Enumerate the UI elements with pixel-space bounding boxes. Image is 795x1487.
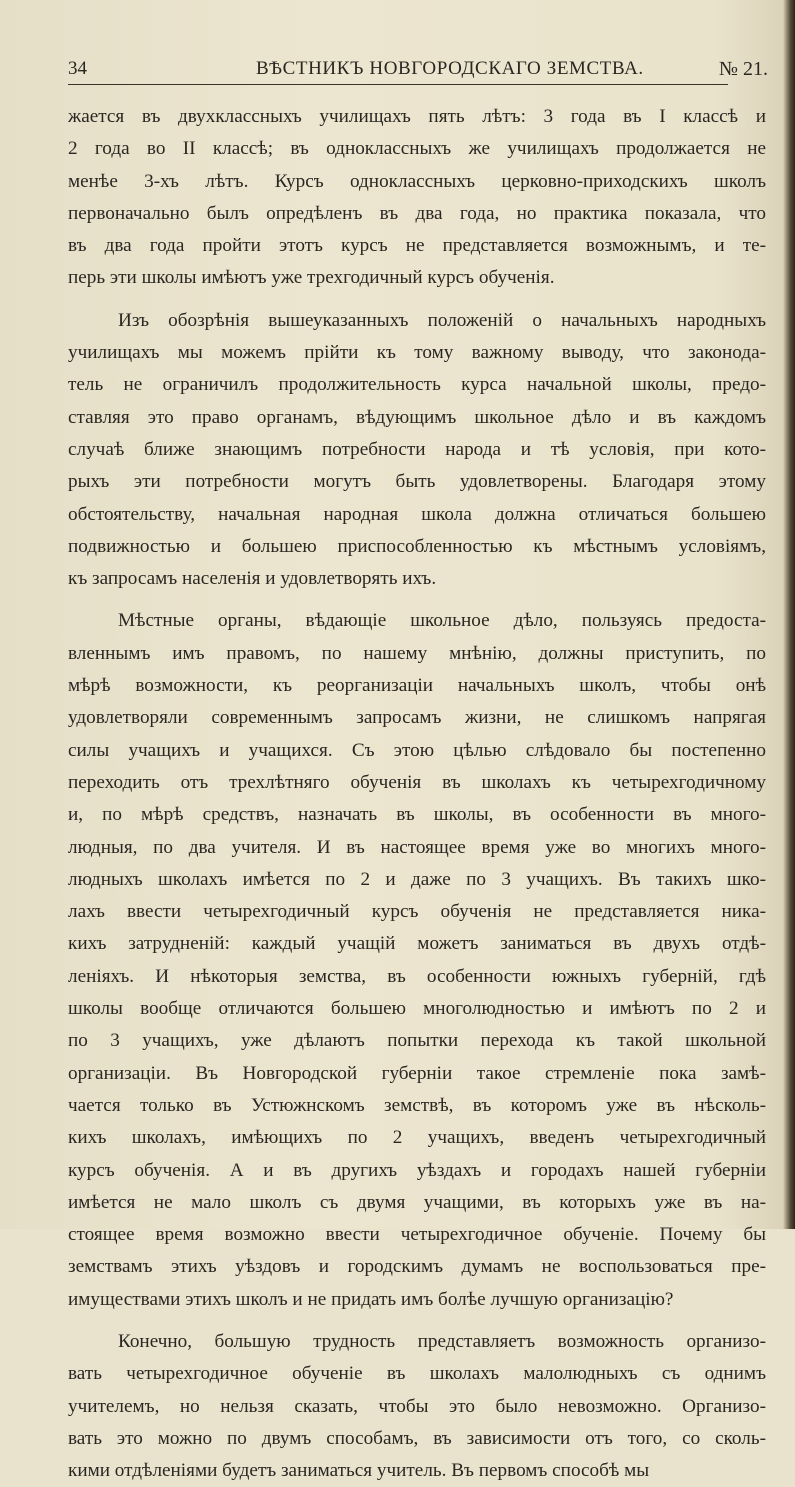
text-line: училищахъ мы можемъ прійти къ тому важному выводу, что законода-: [68, 342, 766, 364]
text-line: по 3 учащихъ, уже дѣлаютъ попытки перехода къ такой школьной: [68, 1030, 766, 1052]
text-line: подвижностью и большею приспособленностью къ мѣстнымъ условіямъ,: [68, 535, 766, 557]
text-line: кими отдѣленіями будетъ заниматься учитель. Въ первомъ способѣ мы: [68, 1460, 650, 1482]
text-line: силы учащихъ и учащихся. Съ этою цѣлью слѣдовало бы постепенно: [68, 739, 766, 761]
article-body: [68, 101, 766, 1487]
text-line: вать это можно по двумъ способамъ, въ зависимости отъ того, со сколь-: [68, 1427, 766, 1449]
text-line: ставляя это право органамъ, вѣдующимъ школьное дѣло и въ каждомъ: [68, 406, 766, 428]
issue-number: № 21.: [718, 58, 768, 80]
text-line: кихъ затрудненій: каждый учащій можетъ заниматься въ двухъ отдѣ-: [68, 933, 766, 955]
journal-title: ВѢСТНИКЪ НОВГОРОДСКАГО ЗЕМСТВА.: [256, 58, 644, 79]
running-header: [68, 56, 768, 86]
text-line: лахъ ввести четырехгодичный курсъ обученія не представляется ника-: [68, 901, 766, 923]
text-line: Конечно, большую трудность представляетъ возможность организо-: [118, 1330, 766, 1352]
text-line: переходить отъ трехлѣтняго обученія въ школахъ къ четырехгодичному: [68, 771, 766, 793]
text-line: людныя, по два учителя. И въ настоящее время уже во многихъ много-: [68, 836, 766, 858]
text-line: тель не ограничилъ продолжительность курса начальной школы, предо-: [68, 374, 766, 396]
page-number: 34: [68, 58, 87, 79]
text-line: удовлетворяли современнымъ запросамъ жизни, не слишкомъ напрягая: [68, 707, 766, 729]
text-line: случаѣ ближе знающимъ потребности народа и тѣ условія, при кото-: [68, 438, 766, 460]
text-line: и, по мѣрѣ средствъ, назначать въ школы, въ особенности въ много-: [68, 804, 766, 826]
text-line: обстоятельству, начальная народная школа должна отличаться большею: [68, 503, 766, 525]
text-line: жается въ двухклассныхъ училищахъ пять лѣтъ: 3 года въ I классѣ и: [68, 106, 766, 127]
paragraph-gap: [68, 1316, 766, 1326]
text-line: вленнымъ имъ правомъ, по нашему мнѣнію, должны приступить, по: [68, 642, 766, 664]
text-line: стоящее время возможно ввести четырехгодичное обученіе. Почему бы: [68, 1224, 766, 1246]
text-line: курсъ обученія. А и въ другихъ уѣздахъ и городахъ нашей губерніи: [68, 1159, 766, 1181]
text-line: кихъ школахъ, имѣющихъ по 2 учащихъ, введенъ четырехгодичный: [68, 1127, 766, 1149]
text-line: имуществами этихъ школъ и не придать имъ болѣе лучшую организацію?: [68, 1288, 674, 1310]
text-line: мѣрѣ возможности, къ реорганизаціи начальныхъ школъ, чтобы онѣ: [68, 675, 766, 697]
text-line: земствамъ этихъ уѣздовъ и городскимъ думамъ не воспользоваться пре-: [68, 1256, 766, 1278]
text-line: первоначально былъ опредѣленъ въ два года, но практика показала, что: [68, 202, 766, 224]
text-line: менѣе 3-хъ лѣтъ. Курсъ одноклассныхъ церковно-приходскихъ школъ: [68, 170, 766, 192]
text-line: въ два года пройти этотъ курсъ не представляется возможнымъ, и те-: [68, 235, 766, 257]
page-edge-shadow: [783, 0, 795, 1229]
text-line: Изъ обозрѣнія вышеуказанныхъ положеній о начальныхъ народныхъ: [118, 309, 766, 331]
text-line: школы вообще отличаются большею многолюдностью и имѣютъ по 2 и: [68, 998, 766, 1020]
text-line: имѣется не мало школъ съ двумя учащими, въ которыхъ уже въ на-: [68, 1191, 766, 1213]
text-line: рыхъ эти потребности могутъ быть удовлетворены. Благодаря этому: [68, 471, 766, 493]
text-line: людныхъ школахъ имѣется по 2 и даже по 3 учащихъ. Въ такихъ шко-: [68, 868, 766, 890]
text-line: Мѣстные органы, вѣдающіе школьное дѣло, пользуясь предоста-: [118, 610, 766, 632]
text-line: перь эти школы имѣютъ уже трехгодичный курсъ обученія.: [68, 267, 555, 289]
text-line: чается только въ Устюжнскомъ земствѣ, въ которомъ уже въ нѣсколь-: [68, 1094, 766, 1116]
text-line: леніяхъ. И нѣкоторыя земства, въ особенности южныхъ губерній, гдѣ: [68, 965, 766, 987]
text-line: вать четырехгодичное обученіе въ школахъ малолюдныхъ съ однимъ: [68, 1363, 766, 1385]
paragraph-gap: [68, 595, 766, 605]
text-line: къ запросамъ населенія и удовлетворять ихъ.: [68, 568, 437, 590]
header-rule: [68, 84, 728, 85]
paragraph-gap: [68, 295, 766, 305]
text-line: 2 года во II классѣ; въ одноклассныхъ же училищахъ продолжается не: [68, 138, 766, 160]
text-line: организаціи. Въ Новгородской губерніи такое стремленіе пока замѣ-: [68, 1062, 766, 1084]
text-line: учителемъ, но нельзя сказать, чтобы это было невозможно. Организо-: [68, 1395, 766, 1417]
